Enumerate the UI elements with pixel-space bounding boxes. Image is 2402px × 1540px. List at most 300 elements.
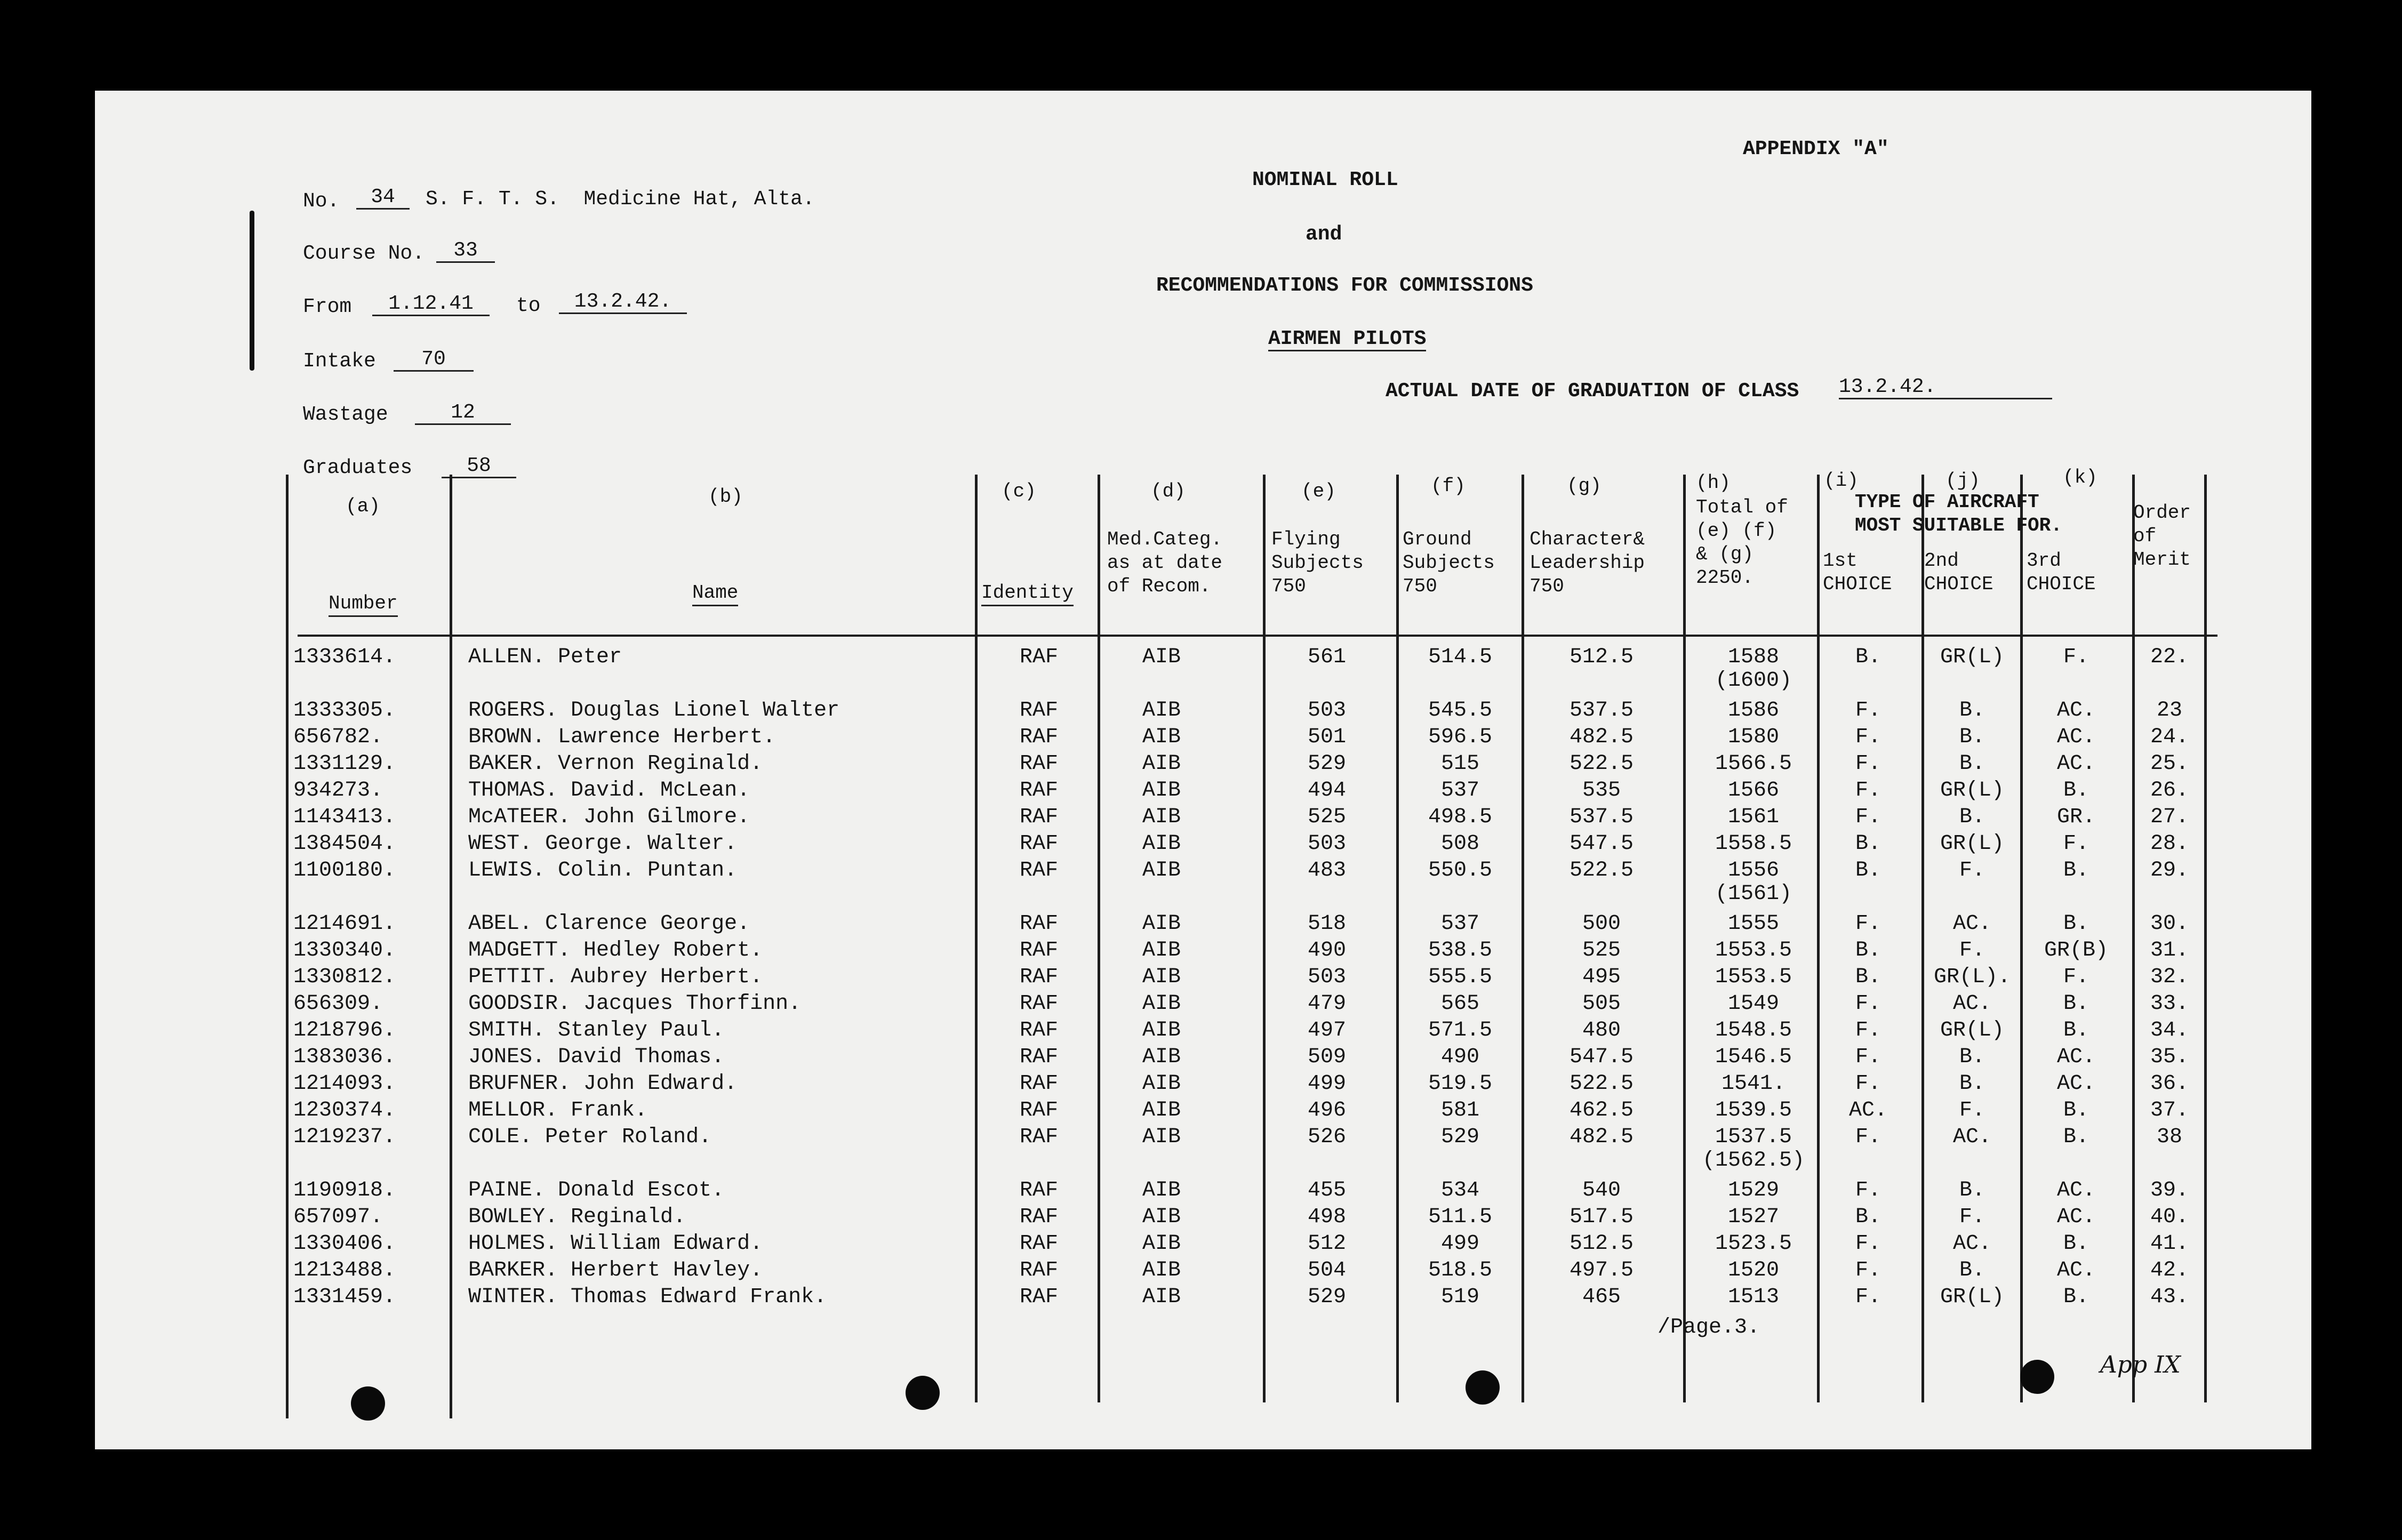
cell-identity: RAF xyxy=(1019,939,1058,962)
cell-number: 656309. xyxy=(293,992,383,1016)
cell-character: 512.5 xyxy=(1569,1232,1634,1256)
cell-name: HOLMES. William Edward. xyxy=(468,1232,763,1256)
table-row xyxy=(95,857,2311,884)
cell-c2: B. xyxy=(1959,1178,1985,1202)
cell-ground: 519 xyxy=(1440,1285,1479,1309)
cell-med: AIB xyxy=(1142,1232,1181,1256)
cell-number: 1330340. xyxy=(293,939,396,962)
col-a-header: Number xyxy=(329,592,398,617)
cell-flying: 512 xyxy=(1307,1232,1346,1256)
cell-c2: F. xyxy=(1959,859,1985,883)
cell-flying: 498 xyxy=(1307,1205,1346,1229)
cell-flying: 504 xyxy=(1307,1258,1346,1282)
cell-identity: RAF xyxy=(1019,752,1058,776)
cell-c3: AC. xyxy=(2056,1258,2095,1282)
cell-number: 1384504. xyxy=(293,832,396,856)
handwritten-annotation: App IX xyxy=(2100,1351,2181,1378)
cell-merit: 26. xyxy=(2150,779,2189,803)
cell-c2: B. xyxy=(1959,699,1985,723)
cell-ground: 581 xyxy=(1440,1098,1479,1122)
cell-c1: AC. xyxy=(1848,1098,1887,1122)
cell-ground: 498.5 xyxy=(1428,805,1493,829)
cell-total: 1561 xyxy=(1727,805,1779,829)
col-a-letter: (a) xyxy=(346,495,380,517)
cell-character: 482.5 xyxy=(1569,725,1634,749)
cell-character: 535 xyxy=(1582,779,1621,803)
cell-merit: 43. xyxy=(2150,1285,2189,1309)
cell-c3: B. xyxy=(2063,1125,2089,1149)
cell-c1: F. xyxy=(1855,725,1881,749)
cell-med: AIB xyxy=(1142,1018,1181,1042)
cell-med: AIB xyxy=(1142,1045,1181,1069)
title-recommendations: RECOMMENDATIONS FOR COMMISSIONS xyxy=(1156,274,1533,297)
punch-hole xyxy=(351,1386,385,1421)
cell-identity: RAF xyxy=(1019,1178,1058,1202)
cell-number: 1214093. xyxy=(293,1072,396,1096)
cell-c1: F. xyxy=(1855,992,1881,1016)
col-g-header: Character& Leadership 750 xyxy=(1530,528,1645,597)
table-row xyxy=(95,1231,2311,1257)
cell-ground: 571.5 xyxy=(1428,1018,1493,1042)
cell-c2: F. xyxy=(1959,1205,1985,1229)
col-f-header: Ground Subjects 750 xyxy=(1403,528,1495,597)
cell-ground: 534 xyxy=(1440,1178,1479,1202)
cell-ground: 499 xyxy=(1440,1232,1479,1256)
cell-identity: RAF xyxy=(1019,1098,1058,1122)
cell-c3: B. xyxy=(2063,1018,2089,1042)
cell-flying: 499 xyxy=(1307,1072,1346,1096)
cell-character: 540 xyxy=(1582,1178,1621,1202)
cell-c2: AC. xyxy=(1952,992,1991,1016)
cell-number: 1100180. xyxy=(293,859,396,883)
cell-c1: B. xyxy=(1855,645,1881,669)
cell-flying: 501 xyxy=(1307,725,1346,749)
cell-merit: 23 xyxy=(2156,699,2182,723)
table-row xyxy=(95,724,2311,751)
table-row xyxy=(95,1177,2311,1204)
cell-merit: 29. xyxy=(2150,859,2189,883)
cell-c1: F. xyxy=(1855,779,1881,803)
cell-identity: RAF xyxy=(1019,965,1058,989)
cell-identity: RAF xyxy=(1019,779,1058,803)
cell-character: 497.5 xyxy=(1569,1258,1634,1282)
cell-flying: 518 xyxy=(1307,912,1346,936)
cell-name: BRUFNER. John Edward. xyxy=(468,1072,738,1096)
punch-hole xyxy=(906,1376,940,1410)
cell-c1: B. xyxy=(1855,1205,1881,1229)
cell-c2: GR(L) xyxy=(1940,779,2005,803)
col-i-header: 1st CHOICE xyxy=(1823,550,1892,595)
aircraft-type-header: TYPE OF AIRCRAFT MOST SUITABLE FOR. xyxy=(1855,491,2062,536)
cell-character: 462.5 xyxy=(1569,1098,1634,1122)
cell-c1: B. xyxy=(1855,832,1881,856)
cell-merit: 36. xyxy=(2150,1072,2189,1096)
cell-merit: 39. xyxy=(2150,1178,2189,1202)
cell-c2: GR(L) xyxy=(1940,832,2005,856)
cell-med: AIB xyxy=(1142,1205,1181,1229)
cell-number: 934273. xyxy=(293,779,383,803)
cell-med: AIB xyxy=(1142,1258,1181,1282)
cell-c1: B. xyxy=(1855,939,1881,962)
cell-total: 1529 xyxy=(1727,1178,1779,1202)
table-row xyxy=(95,1284,2311,1311)
cell-merit: 27. xyxy=(2150,805,2189,829)
title-nominal-roll: NOMINAL ROLL xyxy=(1252,169,1398,191)
cell-med: AIB xyxy=(1142,992,1181,1016)
cell-flying: 479 xyxy=(1307,992,1346,1016)
cell-identity: RAF xyxy=(1019,1232,1058,1256)
cell-c3: GR(B) xyxy=(2044,939,2109,962)
header-rule xyxy=(298,635,2217,637)
cell-flying: 503 xyxy=(1307,965,1346,989)
cell-name: SMITH. Stanley Paul. xyxy=(468,1018,725,1042)
cell-flying: 529 xyxy=(1307,1285,1346,1309)
table-row xyxy=(95,1097,2311,1124)
cell-merit: 28. xyxy=(2150,832,2189,856)
cell-merit: 30. xyxy=(2150,912,2189,936)
cell-c2: B. xyxy=(1959,752,1985,776)
cell-identity: RAF xyxy=(1019,1205,1058,1229)
appendix-label: APPENDIX "A" xyxy=(1743,138,1889,161)
cell-c3: AC. xyxy=(2056,1045,2095,1069)
cell-ground: 538.5 xyxy=(1428,939,1493,962)
cell-c3: B. xyxy=(2063,1285,2089,1309)
cell-flying: 509 xyxy=(1307,1045,1346,1069)
cell-name: WEST. George. Walter. xyxy=(468,832,738,856)
cell-med: AIB xyxy=(1142,725,1181,749)
cell-total: 1548.5 xyxy=(1715,1018,1792,1042)
cell-ground: 490 xyxy=(1440,1045,1479,1069)
table-row xyxy=(95,644,2311,671)
cell-name: BARKER. Herbert Havley. xyxy=(468,1258,763,1282)
cell-number: 657097. xyxy=(293,1205,383,1229)
cell-flying: 526 xyxy=(1307,1125,1346,1149)
cell-merit: 34. xyxy=(2150,1018,2189,1042)
cell-c2: B. xyxy=(1959,725,1985,749)
intake-value: 70 xyxy=(394,349,474,372)
col-c-header: Identity xyxy=(981,581,1074,606)
table-row xyxy=(95,911,2311,937)
col-h-letter: (h) xyxy=(1696,472,1731,494)
table-row xyxy=(95,804,2311,831)
cell-total-revised: (1600) xyxy=(1715,669,1792,693)
cell-ground: 514.5 xyxy=(1428,645,1493,669)
cell-c3: AC. xyxy=(2056,725,2095,749)
cell-identity: RAF xyxy=(1019,725,1058,749)
table-row xyxy=(95,1124,2311,1151)
cell-flying: 455 xyxy=(1307,1178,1346,1202)
cell-identity: RAF xyxy=(1019,1018,1058,1042)
cell-flying: 483 xyxy=(1307,859,1346,883)
cell-name: PETTIT. Aubrey Herbert. xyxy=(468,965,763,989)
cell-name: THOMAS. David. McLean. xyxy=(468,779,750,803)
cell-merit: 31. xyxy=(2150,939,2189,962)
cell-ground: 529 xyxy=(1440,1125,1479,1149)
cell-character: 525 xyxy=(1582,939,1621,962)
cell-flying: 494 xyxy=(1307,779,1346,803)
cell-med: AIB xyxy=(1142,939,1181,962)
table-row xyxy=(95,1017,2311,1044)
cell-merit: 32. xyxy=(2150,965,2189,989)
cell-c2: B. xyxy=(1959,805,1985,829)
cell-name: PAINE. Donald Escot. xyxy=(468,1178,725,1202)
cell-total: 1523.5 xyxy=(1715,1232,1792,1256)
table-row xyxy=(95,1044,2311,1071)
cell-ground: 511.5 xyxy=(1428,1205,1493,1229)
cell-c2: B. xyxy=(1959,1072,1985,1096)
cell-c2: B. xyxy=(1959,1258,1985,1282)
cell-med: AIB xyxy=(1142,859,1181,883)
cell-c3: AC. xyxy=(2056,1205,2095,1229)
cell-ground: 508 xyxy=(1440,832,1479,856)
cell-med: AIB xyxy=(1142,832,1181,856)
cell-number: 1333305. xyxy=(293,699,396,723)
cell-character: 482.5 xyxy=(1569,1125,1634,1149)
cell-name: ALLEN. Peter xyxy=(468,645,622,669)
cell-character: 522.5 xyxy=(1569,1072,1634,1096)
cell-character: 512.5 xyxy=(1569,645,1634,669)
cell-c3: AC. xyxy=(2056,699,2095,723)
cell-merit: 38 xyxy=(2156,1125,2182,1149)
col-h-header: Total of (e) (f) & (g) 2250. xyxy=(1696,496,1788,589)
cell-med: AIB xyxy=(1142,752,1181,776)
course-value: 33 xyxy=(436,240,495,263)
col-b-letter: (b) xyxy=(708,486,743,508)
cell-c1: B. xyxy=(1855,965,1881,989)
cell-number: 1190918. xyxy=(293,1178,396,1202)
cell-total: 1566 xyxy=(1727,779,1779,803)
cell-c3: B. xyxy=(2063,912,2089,936)
cell-merit: 35. xyxy=(2150,1045,2189,1069)
cell-character: 537.5 xyxy=(1569,699,1634,723)
cell-c2: GR(L) xyxy=(1940,645,2005,669)
cell-c2: GR(L). xyxy=(1933,965,2011,989)
cell-identity: RAF xyxy=(1019,1258,1058,1282)
graduation-value: 13.2.42. xyxy=(1839,376,2052,399)
cell-med: AIB xyxy=(1142,805,1181,829)
cell-flying: 529 xyxy=(1307,752,1346,776)
cell-name: McATEER. John Gilmore. xyxy=(468,805,750,829)
cell-flying: 490 xyxy=(1307,939,1346,962)
cell-flying: 503 xyxy=(1307,699,1346,723)
cell-character: 480 xyxy=(1582,1018,1621,1042)
cell-identity: RAF xyxy=(1019,912,1058,936)
cell-c3: AC. xyxy=(2056,1178,2095,1202)
cell-name: WINTER. Thomas Edward Frank. xyxy=(468,1285,827,1309)
cell-name: ROGERS. Douglas Lionel Walter xyxy=(468,699,840,723)
cell-number: 1214691. xyxy=(293,912,396,936)
cell-c1: F. xyxy=(1855,1072,1881,1096)
cell-identity: RAF xyxy=(1019,1072,1058,1096)
cell-merit: 33. xyxy=(2150,992,2189,1016)
graduates-value: 58 xyxy=(442,455,516,478)
cell-ground: 537 xyxy=(1440,779,1479,803)
col-j-letter: (j) xyxy=(1945,470,1980,492)
cell-flying: 503 xyxy=(1307,832,1346,856)
table-row xyxy=(95,1071,2311,1097)
cell-c3: F. xyxy=(2063,965,2089,989)
cell-total: 1546.5 xyxy=(1715,1045,1792,1069)
cell-character: 465 xyxy=(1582,1285,1621,1309)
cell-med: AIB xyxy=(1142,965,1181,989)
cell-med: AIB xyxy=(1142,1285,1181,1309)
cell-name: BOWLEY. Reginald. xyxy=(468,1205,686,1229)
cell-name: BROWN. Lawrence Herbert. xyxy=(468,725,776,749)
table-row xyxy=(95,1204,2311,1231)
intake-label: Intake xyxy=(303,350,376,373)
cell-c1: F. xyxy=(1855,1125,1881,1149)
cell-med: AIB xyxy=(1142,1072,1181,1096)
cell-total: 1527 xyxy=(1727,1205,1779,1229)
cell-identity: RAF xyxy=(1019,805,1058,829)
cell-character: 522.5 xyxy=(1569,752,1634,776)
cell-number: 1330406. xyxy=(293,1232,396,1256)
cell-identity: RAF xyxy=(1019,1285,1058,1309)
cell-med: AIB xyxy=(1142,779,1181,803)
cell-c1: F. xyxy=(1855,1232,1881,1256)
cell-c1: F. xyxy=(1855,1258,1881,1282)
cell-ground: 518.5 xyxy=(1428,1258,1493,1282)
cell-c3: AC. xyxy=(2056,752,2095,776)
table-row xyxy=(95,1257,2311,1284)
cell-total: 1553.5 xyxy=(1715,965,1792,989)
col-j-header: 2nd CHOICE xyxy=(1924,550,1993,595)
cell-character: 522.5 xyxy=(1569,859,1634,883)
graduates-label: Graduates xyxy=(303,456,413,479)
cell-name: MELLOR. Frank. xyxy=(468,1098,648,1122)
cell-c3: B. xyxy=(2063,859,2089,883)
col-merit-header: Order of Merit xyxy=(2133,502,2191,571)
cell-name: GOODSIR. Jacques Thorfinn. xyxy=(468,992,802,1016)
cell-c2: GR(L) xyxy=(1940,1018,2005,1042)
cell-name: COLE. Peter Roland. xyxy=(468,1125,712,1149)
cell-number: 1330812. xyxy=(293,965,396,989)
cell-number: 1218796. xyxy=(293,1018,396,1042)
cell-name: MADGETT. Hedley Robert. xyxy=(468,939,763,962)
graduation-label: ACTUAL DATE OF GRADUATION OF CLASS xyxy=(1386,380,1799,403)
table-row xyxy=(95,697,2311,724)
cell-number: 1333614. xyxy=(293,645,396,669)
cell-character: 517.5 xyxy=(1569,1205,1634,1229)
school-no-label: No. xyxy=(303,190,340,213)
title-airmen-pilots: AIRMEN PILOTS xyxy=(1268,327,1427,350)
margin-bracket xyxy=(250,211,254,371)
table-row xyxy=(95,831,2311,857)
cell-c3: GR. xyxy=(2056,805,2095,829)
col-k-header: 3rd CHOICE xyxy=(2027,550,2096,595)
cell-character: 537.5 xyxy=(1569,805,1634,829)
cell-c1: F. xyxy=(1855,1018,1881,1042)
cell-flying: 497 xyxy=(1307,1018,1346,1042)
wastage-label: Wastage xyxy=(303,403,388,426)
cell-med: AIB xyxy=(1142,645,1181,669)
table-row xyxy=(95,751,2311,777)
cell-c3: F. xyxy=(2063,645,2089,669)
punch-hole xyxy=(2020,1360,2054,1394)
cell-identity: RAF xyxy=(1019,992,1058,1016)
cell-flying: 561 xyxy=(1307,645,1346,669)
cell-c1: F. xyxy=(1855,752,1881,776)
cell-character: 495 xyxy=(1582,965,1621,989)
cell-name: JONES. David Thomas. xyxy=(468,1045,725,1069)
cell-identity: RAF xyxy=(1019,832,1058,856)
cell-identity: RAF xyxy=(1019,645,1058,669)
cell-total: 1549 xyxy=(1727,992,1779,1016)
col-e-header: Flying Subjects 750 xyxy=(1271,528,1364,597)
cell-merit: 42. xyxy=(2150,1258,2189,1282)
cell-number: 1219237. xyxy=(293,1125,396,1149)
cell-total: 1558.5 xyxy=(1715,832,1792,856)
cell-number: 1230374. xyxy=(293,1098,396,1122)
wastage-value: 12 xyxy=(415,402,511,425)
cell-merit: 37. xyxy=(2150,1098,2189,1122)
cell-number: 1213488. xyxy=(293,1258,396,1282)
table-row xyxy=(95,964,2311,991)
cell-c3: F. xyxy=(2063,832,2089,856)
cell-ground: 596.5 xyxy=(1428,725,1493,749)
cell-ground: 537 xyxy=(1440,912,1479,936)
cell-total: 1513 xyxy=(1727,1285,1779,1309)
cell-merit: 40. xyxy=(2150,1205,2189,1229)
cell-total: 1539.5 xyxy=(1715,1098,1792,1122)
col-g-letter: (g) xyxy=(1567,475,1602,497)
cell-c1: F. xyxy=(1855,1285,1881,1309)
cell-number: 656782. xyxy=(293,725,383,749)
cell-flying: 496 xyxy=(1307,1098,1346,1122)
cell-total: 1556 xyxy=(1727,859,1779,883)
cell-c3: B. xyxy=(2063,1098,2089,1122)
col-d-header: Med.Categ. as at date of Recom. xyxy=(1107,528,1223,597)
from-value: 1.12.41 xyxy=(372,293,490,316)
to-label: to xyxy=(516,294,541,317)
page-number: /Page.3. xyxy=(1658,1316,1760,1340)
cell-total: 1520 xyxy=(1727,1258,1779,1282)
cell-total: 1586 xyxy=(1727,699,1779,723)
cell-merit: 25. xyxy=(2150,752,2189,776)
title-and: and xyxy=(1306,223,1342,246)
cell-c2: GR(L) xyxy=(1940,1285,2005,1309)
cell-ground: 515 xyxy=(1440,752,1479,776)
cell-c3: B. xyxy=(2063,992,2089,1016)
cell-identity: RAF xyxy=(1019,1125,1058,1149)
cell-name: ABEL. Clarence George. xyxy=(468,912,750,936)
cell-total: 1537.5 xyxy=(1715,1125,1792,1149)
cell-number: 1331459. xyxy=(293,1285,396,1309)
cell-med: AIB xyxy=(1142,1178,1181,1202)
cell-c2: F. xyxy=(1959,939,1985,962)
cell-c1: F. xyxy=(1855,1045,1881,1069)
cell-name: BAKER. Vernon Reginald. xyxy=(468,752,763,776)
course-label: Course No. xyxy=(303,242,425,265)
cell-ground: 555.5 xyxy=(1428,965,1493,989)
cell-number: 1331129. xyxy=(293,752,396,776)
punch-hole xyxy=(1466,1370,1500,1405)
col-f-letter: (f) xyxy=(1431,475,1466,497)
cell-total: 1553.5 xyxy=(1715,939,1792,962)
cell-c2: AC. xyxy=(1952,1125,1991,1149)
cell-c2: AC. xyxy=(1952,1232,1991,1256)
cell-ground: 550.5 xyxy=(1428,859,1493,883)
cell-med: AIB xyxy=(1142,699,1181,723)
table-row xyxy=(95,937,2311,964)
cell-ground: 545.5 xyxy=(1428,699,1493,723)
cell-c2: AC. xyxy=(1952,912,1991,936)
cell-med: AIB xyxy=(1142,1125,1181,1149)
cell-number: 1143413. xyxy=(293,805,396,829)
table-row xyxy=(95,991,2311,1017)
cell-identity: RAF xyxy=(1019,859,1058,883)
cell-ground: 565 xyxy=(1440,992,1479,1016)
